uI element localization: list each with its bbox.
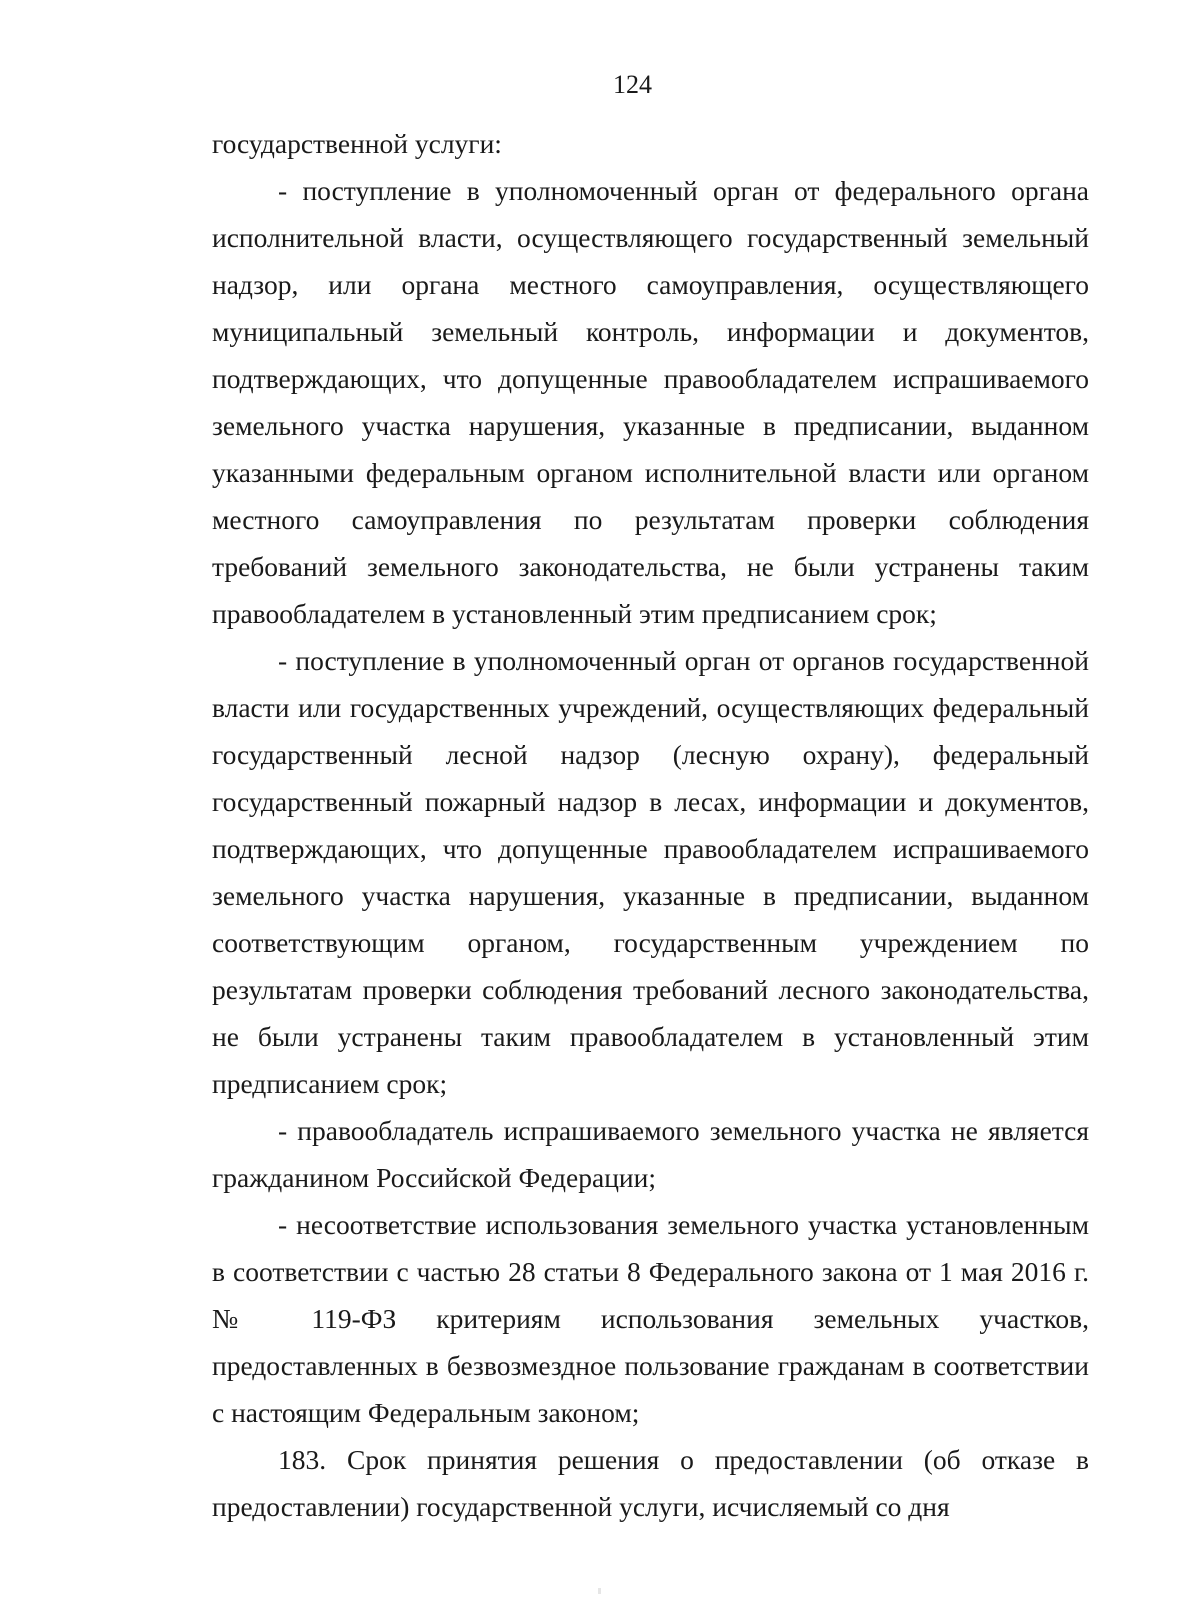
paragraph-forest-supervision: - поступление в уполномоченный орган от органов государственной власти или государственных учреждений, осуществляющих федеральный государственный лесной надзор (лесную охрану), федеральный государственный пожарный надзор в лесах, информации и документов, подтверждающих, что допущенные правообладателем испрашиваемого земельного участка нарушения, указанные в предписании, выданном соответствующим органом, государственным учреждением по результатам проверки соблюдения требований лесного законодательства, не были устранены таким правообладателем в установленный этим предписанием срок; (212, 645, 1089, 1099)
document-body (212, 120, 1089, 1530)
page-number: 124 (613, 70, 652, 99)
paragraph-usage-criteria: - несоответствие использования земельного участка установленным в соответствии с частью 28 статьи 8 Федерального закона от 1 мая 2016 г. № 119-ФЗ критериям использования земельных участков, предоставленных в безвозмездное пользование гражданам в соответствии с настоящим Федеральным законом; (212, 1209, 1089, 1428)
paragraph-continuation: государственной услуги: (212, 128, 502, 159)
paragraph-183-deadline: 183. Срок принятия решения о предоставлении (об отказе в предоставлении) государственной услуги, исчисляемый со дня (212, 1444, 1089, 1522)
paragraph-land-supervision: - поступление в уполномоченный орган от федерального органа исполнительной власти, осуществляющего государственный земельный надзор, или органа местного самоуправления, осуществляющего муниципальный земельный контроль, информации и документов, подтверждающих, что допущенные правообладателем испрашиваемого земельного участка нарушения, указанные в предписании, выданном указанными федеральным органом исполнительной власти или органом местного самоуправления по результатам проверки соблюдения требований земельного законодательства, не были устранены таким правообладателем в установленный этим предписанием срок; (212, 175, 1089, 629)
paragraph-citizenship: - правообладатель испрашиваемого земельного участка не является гражданином Российской Федерации; (212, 1115, 1089, 1193)
scan-speck (598, 1588, 601, 1594)
